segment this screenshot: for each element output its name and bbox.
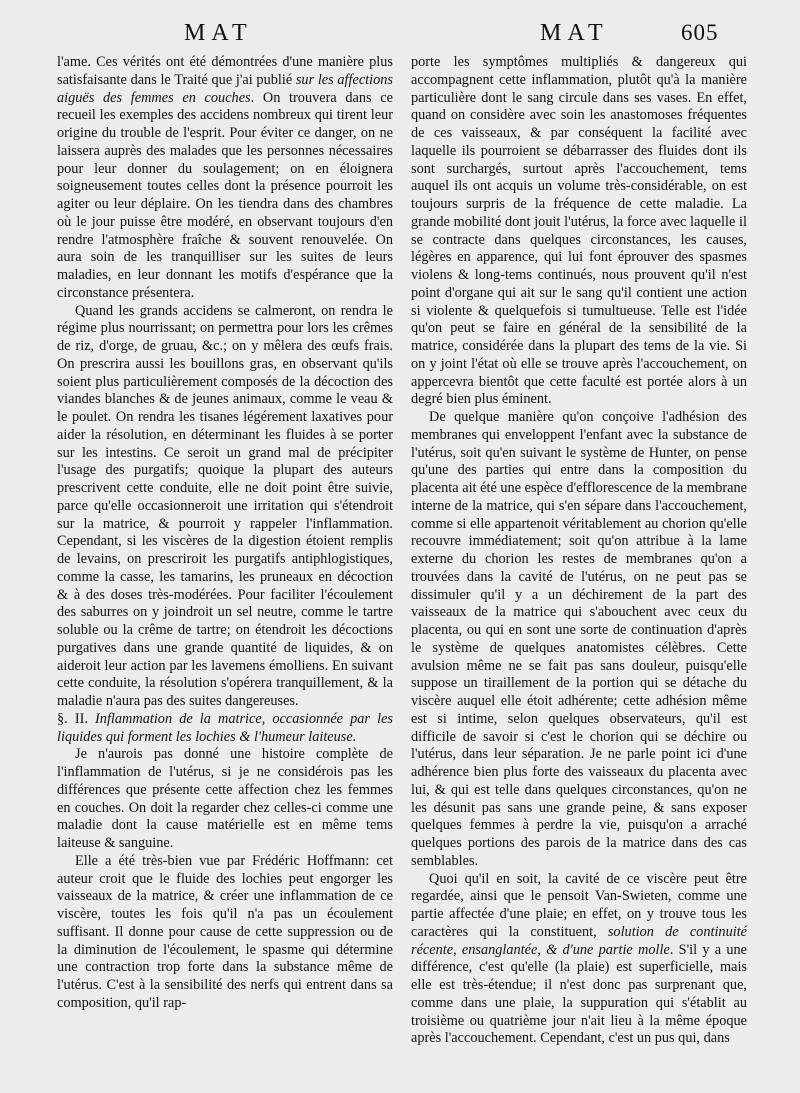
page-number: 605	[681, 20, 719, 45]
section-number: §. II.	[57, 710, 88, 727]
paragraph	[57, 54, 393, 303]
paragraph: De quelque manière qu'on conçoive l'adhésion des membranes qui enveloppent l'enfant avec la substance de l'utérus, soit qu'en suivant le système de Hunter, on pense qu'une des parties qui entre dans la composition du placenta ait été une espèce d'efflorescence de la membrane interne de la matrice, qui s'en sépare dans l'accouchement, comme si elle appartenoit véritablement au chorion qu'elle recouvre immédiatement; soit qu'on attribue à la lame externe du chorion les restes de membranes qu'on a trouvées dans la cavité de l'utérus, on ne peut pas se dissimuler qu'il y a un déchirement de la part des vaisseaux de la matrice qui s'abouchent avec ceux du placenta, ou qui en sont une sorte de continuation d'après le système de quelques anatomistes célèbres. Cette avulsion même ne se fait pas sans douleur, puisqu'elle suppose un tiraillement de la portion qui se détache du viscère auquel elle étoit adhérente; cette adhésion même est si intime, selon quelques observateurs, qu'il est difficile de savoir si c'est le chorion qui se déchire ou l'utérus, dans leur séparation. Je ne parle point ici d'une adhérence bien plus forte des vaisseaux du placenta avec lui, & qui est telle dans quelques circonstances, qu'on ne les désunit pas sans une grande peine, & sans exposer quelques femmes à perdre la vie, puisqu'on a arraché quelques portions des parois de la matrice dans des cas semblables.	[411, 409, 747, 869]
section-title: Inflammation de la matrice, occasionnée par les liquides qui forment les lochies & l'humeur laiteuse.	[57, 710, 393, 745]
paragraph: porte les symptômes multipliés & dangereux qui accompagnent cette inflammation, plutôt qu'à la manière particulière dont le sang circule dans ses vases. En effet, quand on considère avec soin les anastomoses fréquentes de ces vaisseaux, & par conséquent la facilité avec laquelle ils pourroient se débarrasser des fluides dont ils sont surchargés, surtout après l'accouchement, tems auquel ils ont acquis un volume très-considérable, on est toujours surpris de la fréquence de cette maladie. La grande mobilité dont jouit l'utérus, la force avec laquelle il se contracte dans quelques circonstances, les causes, légères en apparence, qui lui font éprouver des spasmes violens & long-tems continués, nous prouvent qu'il n'est point d'organe qui ait sur le sang qu'il contient une action si violente & quelquefois si tumultueuse. Telle est l'idée qu'on peut se faire en général de la sensibilité de la matrice, considérée dans la plupart des tems de la vie. Si on y joint l'état où elle se trouve après l'accouchement, on appercevra bientôt que cette faculté est portée alors à un degré bien plus éminent.	[411, 54, 747, 408]
paragraph-text: l'ame. Ces vérités ont été démontrées d'une manière plus satisfaisante dans le Traité que j'ai publié	[57, 54, 393, 88]
book-title: sur les affections aiguës des femmes en couches	[57, 71, 393, 106]
paragraph: Elle a été très-bien vue par Frédéric Hoffmann: cet auteur croit que le fluide des lochies peut engorger les vaisseaux de la matrice, & créer une inflammation de ce viscère, toutes les fois qu'il n'a pas un écoulement suffisant. Il donne pour cause de cette suppression ou de la diminution de l'écoulement, le spasme qui détermine une contraction trop forte dans la substance même de l'utérus. C'est à la sensibilité des nerfs qui entrent dans sa composition, qu'il rap-	[57, 852, 393, 1011]
header-right-word: MAT	[540, 20, 609, 46]
paragraph: Je n'aurois pas donné une histoire complète de l'inflammation de l'utérus, si je ne considérois pas les différences que présente cette affection chez les femmes en couches. On doit la regarder chez celles-ci comme une maladie dont la cause matérielle est en même tems laiteuse & sanguine.	[57, 746, 393, 851]
paragraph-text: . On trouvera dans ce recueil les exemples des accidens nombreux qui tirent leur origine du trouble de l'esprit. Pour éviter ce danger, on ne laissera auprès des malades que les personnes nécessaires pour leur donner du soulagement; on en éloignera soigneusement toutes celles dont la présence pourroit les agiter ou leur déplaire. On les tiendra dans des chambres où le jour puisse être modéré, en observant toujours d'en rendre l'atmosphère fraîche & souvent renouvelée. On aura soin de les tranquilliser sur les suites de leurs maladies, en leur donnant les motifs d'espérance que la circonstance présentera.	[57, 89, 393, 301]
paragraph-text: . S'il y a une différence, c'est qu'elle (la plaie) est superficielle, mais elle est très-étendue; il n'est donc pas surprenant que, comme dans une plaie, la suppuration qui s'établit au troisième ou quatrième jour n'ait lieu à la même époque après l'accouchement. Cependant, c'est un pus qui, dans	[411, 941, 748, 1047]
left-column	[57, 54, 393, 1013]
running-header	[0, 20, 800, 54]
section-heading	[57, 711, 393, 747]
paragraph	[411, 871, 747, 1049]
emphasis-text: solution de continuité récente, ensanglantée, & d'une partie molle	[411, 923, 748, 958]
paragraph: Quand les grands accidens se calmeront, on rendra le régime plus nourrissant; on permettra pour lors les crêmes de riz, d'orge, de gruau, &c.; on y mêlera des œufs frais. On prescrira aussi les bouillons gras, en observant qu'ils soient plus particulièrement composés de la décoction des viandes blanches & de jeunes animaux, comme le veau & le poulet. On rendra les tisanes légérement laxatives pour aider la résolution, en déterminant les fluides à se porter sur les intestins. Ce seroit un grand mal de précipiter l'usage des purgatifs; quoique la plupart des auteurs prescrivent cette conduite, elle ne doit point être suivie, parce qu'elle occasionneroit une irritation qui s'étendroit sur la matrice, & pourroit y rappeler l'inflammation. Cependant, si les viscères de la digestion étoient remplis de levains, on prescriroit les purgatifs antiphlogistiques, comme la casse, les tamarins, les pruneaux en décoction & à des doses très-modérées. Pour faciliter l'écoulement des saburres on y joindroit un sel neutre, comme le tartre soluble ou la crême de tartre; on étendroit les décoctions purgatives dans une grande quantité de liquides, & on aideroit leur action par les lavemens émolliens. En suivant cette conduite, la résolution s'opérera tranquillement, & la maladie n'aura pas des suites dangereuses.	[57, 302, 393, 709]
right-column	[411, 54, 747, 1048]
paragraph-text: Quoi qu'il en soit, la cavité de ce viscère peut être regardée, ainsi que le pensoit Van-Swieten, comme une partie affectée d'une plaie; en effet, on y trouve tous les caractères qui la constituent,	[411, 870, 747, 940]
header-left-word: MAT	[184, 20, 253, 46]
